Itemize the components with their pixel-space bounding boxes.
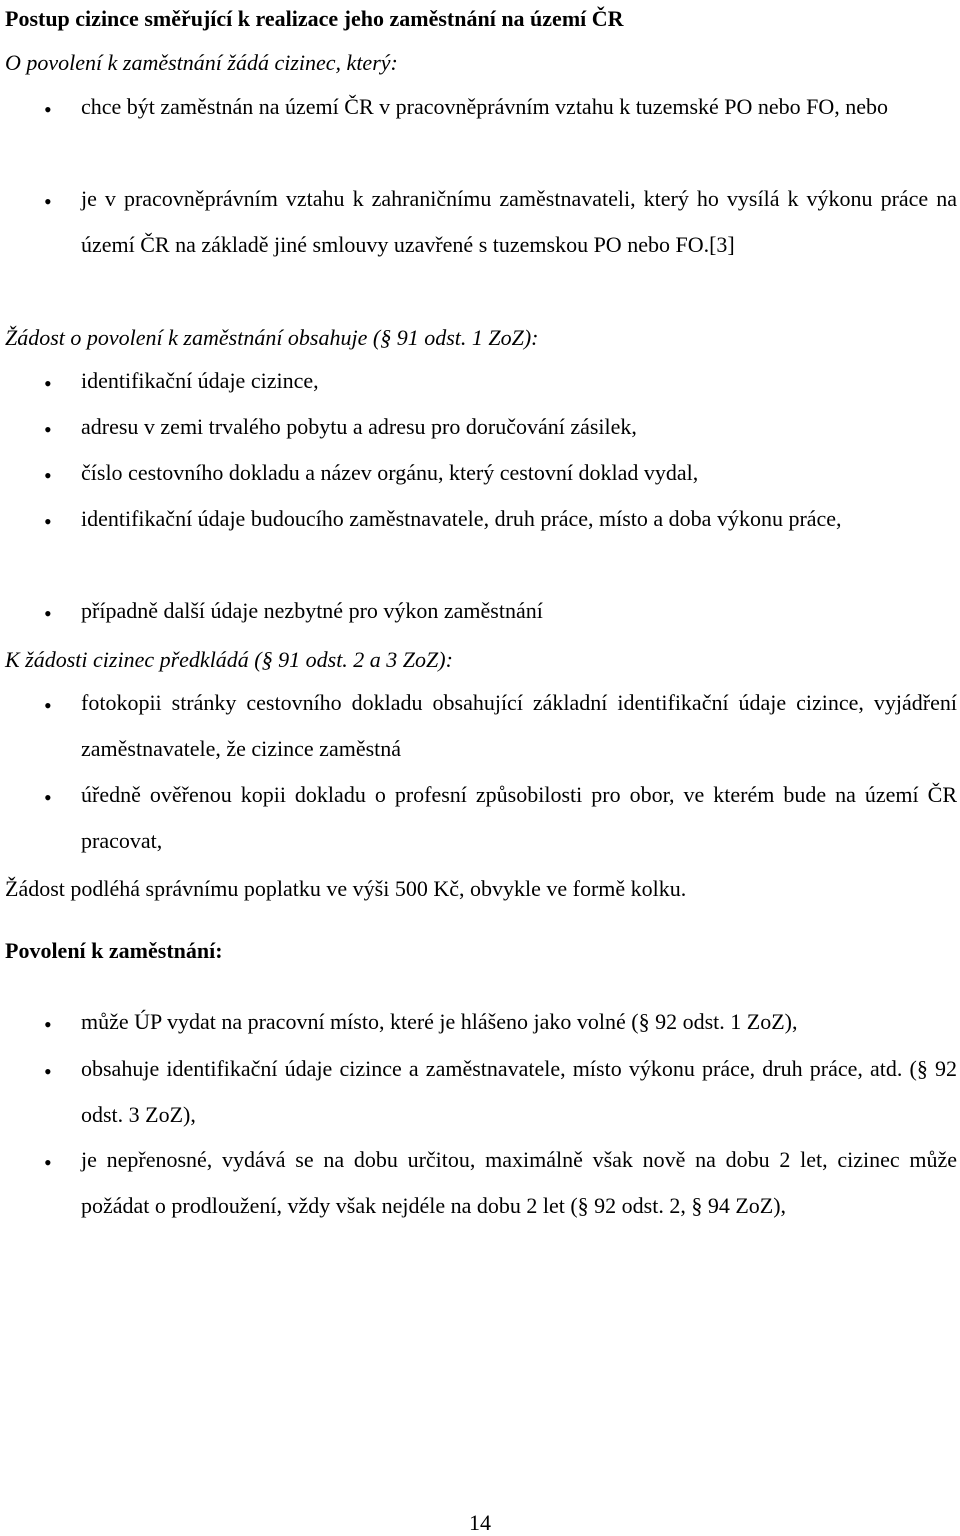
- bullet-icon: •: [44, 463, 52, 488]
- list-item: identifikační údaje cizince,: [81, 368, 319, 393]
- section-heading: Postup cizince směřující k realizace jeho zaměstnání na území ČR: [5, 6, 624, 31]
- list-item: číslo cestovního dokladu a název orgánu, který cestovní doklad vydal,: [81, 460, 699, 485]
- list-item: obsahuje identifikační údaje cizince a zaměstnavatele, místo výkonu práce, druh práce, atd. (§ 92 odst. 3 ZoZ),: [81, 1056, 957, 1127]
- bullet-icon: •: [44, 785, 52, 810]
- list-item: úředně ověřenou kopii dokladu o profesní způsobilosti pro obor, ve kterém bude na území ČR pracovat,: [81, 782, 957, 853]
- bullet-icon: •: [44, 509, 52, 534]
- bullet-icon: •: [44, 371, 52, 396]
- fee-note: Žádost podléhá správnímu poplatku ve výši 500 Kč, obvykle ve formě kolku.: [5, 876, 687, 901]
- bullet-icon: •: [44, 97, 52, 122]
- list-item: identifikační údaje budoucího zaměstnavatele, druh práce, místo a doba výkonu práce,: [81, 506, 842, 531]
- list-item: je v pracovněprávním vztahu k zahraničnímu zaměstnavateli, který ho vysílá k výkonu práce na území ČR na základě jiné smlouvy uzavřené s tuzemskou PO nebo FO.[3]: [81, 186, 957, 257]
- section-intro: O povolení k zaměstnání žádá cizinec, který:: [5, 50, 398, 75]
- bullet-icon: •: [44, 1150, 52, 1175]
- bullet-icon: •: [44, 1059, 52, 1084]
- bullet-icon: •: [44, 1012, 52, 1037]
- bullet-icon: •: [44, 189, 52, 214]
- section-heading: Povolení k zaměstnání:: [5, 938, 223, 963]
- bullet-icon: •: [44, 417, 52, 442]
- page-number: 14: [469, 1510, 491, 1535]
- section-intro: K žádosti cizinec předkládá (§ 91 odst. 2 a 3 ZoZ):: [5, 647, 453, 672]
- list-item: případně další údaje nezbytné pro výkon zaměstnání: [81, 598, 543, 623]
- bullet-icon: •: [44, 601, 52, 626]
- list-item: může ÚP vydat na pracovní místo, které je hlášeno jako volné (§ 92 odst. 1 ZoZ),: [81, 1009, 798, 1034]
- list-item: chce být zaměstnán na území ČR v pracovněprávním vztahu k tuzemské PO nebo FO, nebo: [81, 94, 889, 119]
- list-item: fotokopii stránky cestovního dokladu obsahující základní identifikační údaje cizince, vyjádření zaměstnavatele, že cizince zaměstná: [81, 690, 957, 761]
- section-intro: Žádost o povolení k zaměstnání obsahuje (§ 91 odst. 1 ZoZ):: [5, 325, 539, 350]
- bullet-icon: •: [44, 693, 52, 718]
- list-item: je nepřenosné, vydává se na dobu určitou, maximálně však nově na dobu 2 let, cizinec může požádat o prodloužení, vždy však nejdéle na dobu 2 let (§ 92 odst. 2, § 94 ZoZ),: [81, 1147, 957, 1218]
- list-item: adresu v zemi trvalého pobytu a adresu pro doručování zásilek,: [81, 414, 637, 439]
